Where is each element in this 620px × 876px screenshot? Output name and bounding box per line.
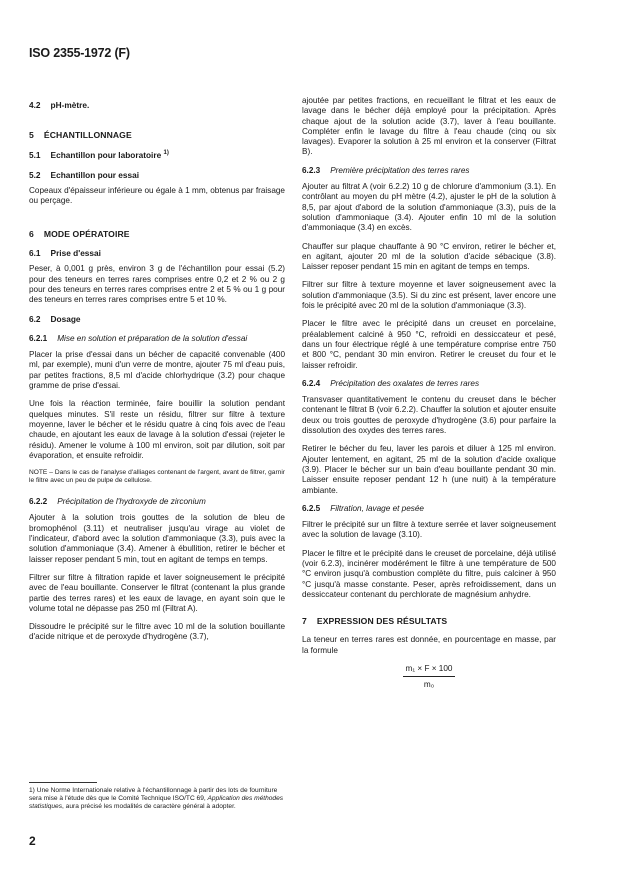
paragraph: Copeaux d'épaisseur inférieure ou égale à 1 mm, obtenus par fraisage ou perçage. xyxy=(29,186,285,206)
paragraph: Placer la prise d'essai dans un bécher de capacité convenable (400 ml, par exemple), muni d'un verre de montre, ajouter 75 ml d'eau puis, par petites fractions, 8,5 ml d'acide chlorhydrique (3.2) pour chaque gramme de prise d'essai. xyxy=(29,350,285,391)
section-number: 6 xyxy=(29,228,34,239)
section-number: 4.2 xyxy=(29,100,41,110)
section-number: 6.2.1 xyxy=(29,333,48,343)
section-6-heading xyxy=(29,229,285,239)
section-title: Dosage xyxy=(50,313,81,324)
paragraph: Placer le filtre et le précipité dans le creuset de porcelaine, déjà utilisé (voir 6.2.3), incinérer modérément le filtre à une température de 500 °C environ jusqu'à combustion complète du filtre, puis calciner à 950 °C jusqu'à masse constante. Peser, après refroidissement, dans un dessiccateur contenant du perchlorate de magnésium anhydre. xyxy=(302,548,556,599)
formula-denominator: m₀ xyxy=(423,680,435,690)
section-title: pH-mètre. xyxy=(50,100,90,110)
section-5-heading xyxy=(29,130,285,140)
formula-fraction xyxy=(403,664,456,691)
section-title: Précipitation de l'hydroxyde de zirconium xyxy=(57,497,206,507)
paragraph: Placer le filtre avec le précipité dans un creuset en porcelaine, préalablement calciné à 950 °C, refroidi en dessiccateur et pesé, dans un four électrique réglé à une température comprise entre 750 et 800 °C, pendant 30 min environ. Retirer le creuset du four et le laisser refroidir. xyxy=(302,319,556,370)
section-number: 6.2 xyxy=(29,313,41,324)
paragraph: Dissoudre le précipité sur le filtre avec 10 ml de la solution bouillante d'acide nitrique et de peroxyde d'hydrogène (3.7), xyxy=(29,622,285,642)
section-6-2-2-heading xyxy=(29,497,285,507)
paragraph: Transvaser quantitativement le contenu du creuset dans le bécher contenant le filtrat B (voir 6.2.2). Chauffer la solution et ajouter ensuite deux ou trois gouttes de peroxyde d'hydrogène (3.6) pour parfaire la dissolution des oxydes des terres rares. xyxy=(302,395,556,436)
section-number: 6.2.2 xyxy=(29,497,48,507)
note-text: – Dans le cas de l'analyse d'alliages contenant de l'argent, avant de filtrer, garnir le filtre avec un peu de pulpe de cellulose. xyxy=(29,469,285,485)
section-number: 6.2.5 xyxy=(302,503,321,513)
section-number: 6.2.3 xyxy=(302,165,321,175)
left-column xyxy=(29,100,285,651)
section-number: 5 xyxy=(29,130,34,141)
section-6-2-5-heading xyxy=(302,504,556,514)
formula-numerator: m₁ × F × 100 xyxy=(403,664,456,677)
paragraph: Filtrer le précipité sur un filtre à texture serrée et laver soigneusement avec la solution de lavage (3.10). xyxy=(302,520,556,540)
standard-header: ISO 2355-1972 (F) xyxy=(29,46,130,60)
footnote-ref: 1) xyxy=(163,149,169,156)
section-title: Prise d'essai xyxy=(50,248,101,259)
section-4-2-heading xyxy=(29,100,285,110)
section-title: MODE OPÉRATOIRE xyxy=(43,228,130,239)
section-5-2-heading xyxy=(29,170,285,180)
footnote-marker: 1) xyxy=(29,787,35,794)
paragraph: Une fois la réaction terminée, faire bouillir la solution pendant quelques minutes. S'il reste un résidu, filtrer sur filtre à texture moyenne, laver le bécher et le résidu quatre à cinq fois avec de l'eau chaude, en ajoutant les eaux de lavage à la solution d'essai (rejeter le résidu). Amener le volume à 100 ml environ, soit par dilution, soit par évaporation, et ensuite refroidir. xyxy=(29,399,285,460)
section-title: Echantillon pour essai xyxy=(50,169,140,180)
section-6-2-4-heading xyxy=(302,379,556,389)
paragraph: Ajouter au filtrat A (voir 6.2.2) 10 g de chlorure d'ammonium (3.1). En contrôlant au moyen du pH mètre (4.2), ajuster le pH de la solution à 8,5, par ajout d'abord de la solution d'ammoniaque (3.3), puis de la solution d'ammoniaque (3.4). Ajouter enfin 10 ml de la solution d'ammoniaque (3.4) en excès. xyxy=(302,182,556,233)
paragraph: Filtrer sur filtre à filtration rapide et laver soigneusement le précipité avec de l'eau bouillante. Conserver le filtrat (contenant la plus grande partie des terres rares) et les eaux de lavage, en ayant soin que le volume total ne dépasse pas 250 ml (Filtrat A). xyxy=(29,572,285,613)
page-number: 2 xyxy=(29,834,36,848)
section-6-2-heading xyxy=(29,314,285,324)
section-6-1-heading xyxy=(29,248,285,258)
section-7-heading xyxy=(302,616,556,626)
footnote-rule xyxy=(29,782,97,783)
paragraph: Ajouter à la solution trois gouttes de la solution de bleu de bromophénol (3.11) et neutraliser jusqu'au virage au violet de l'indicateur, d'abord avec la solution d'ammoniaque (3.3), puis avec la solution d'ammoniaque (3.4). Amener à ébullition, retirer le bécher et laisser reposer pendant 5 min, tout en agitant de temps en temps. xyxy=(29,513,285,564)
footnote-text: Une Norme Internationale relative à l'échantillonnage à partir des lots de fourniture sera mise à l'étude dès que le Comité Technique ISO/TC 69, xyxy=(29,787,278,802)
footnote-italic: Application des méthodes statistiques xyxy=(29,795,284,810)
note xyxy=(29,469,285,485)
section-5-1-heading xyxy=(29,150,285,160)
section-title: Filtration, lavage et pesée xyxy=(330,503,424,513)
paragraph: ajoutée par petites fractions, en recueillant le filtrat et les eaux de lavage dans le bécher déjà employé pour la précipitation. Après chaque ajout de la solution acide (3.7), laver à l'eau bouillante. Compléter enfin le lavage du filtre à l'eau chaude (cinq ou six lavages). Evaporer la solution à 25 ml environ et la conserver (Filtrat B). xyxy=(302,96,556,157)
paragraph: La teneur en terres rares est donnée, en pourcentage en masse, par la formule xyxy=(302,635,556,655)
section-number: 6.1 xyxy=(29,248,41,259)
section-title: Mise en solution et préparation de la solution d'essai xyxy=(57,333,248,343)
section-title: ÉCHANTILLONNAGE xyxy=(43,130,132,141)
section-title: Précipitation des oxalates de terres rares xyxy=(330,378,480,388)
section-6-2-1-heading xyxy=(29,334,285,344)
paragraph: Chauffer sur plaque chauffante à 90 °C environ, retirer le bécher et, en agitant, ajouter 20 ml de la solution d'acide sébacique (3.8). Laisser reposer pendant 15 min en agitant de temps en temps. xyxy=(302,241,556,272)
section-number: 5.1 xyxy=(29,149,41,160)
paragraph: Filtrer sur filtre à texture moyenne et laver soigneusement avec la solution d'ammoniaque (3.5). Si du zinc est présent, laver encore une fois le précipité avec 20 ml de la solution d'ammoniaque (3.3). xyxy=(302,280,556,311)
section-title: Echantillon pour laboratoire xyxy=(50,149,162,160)
section-number: 6.2.4 xyxy=(302,378,321,388)
right-column xyxy=(302,96,556,691)
section-6-2-3-heading xyxy=(302,166,556,176)
section-title: EXPRESSION DES RÉSULTATS xyxy=(316,616,448,627)
section-title: Première précipitation des terres rares xyxy=(330,165,470,175)
section-number: 5.2 xyxy=(29,169,41,180)
paragraph: Retirer le bécher du feu, laver les parois et diluer à 125 ml environ. Ajouter lentement, en agitant, 25 ml de la solution d'acide oxalique (3.9). Placer le bécher sur un bain d'eau bouillante pendant 30 min. Laisser ensuite reposer pendant 12 h (une nuit) à la température ambiante. xyxy=(302,444,556,495)
footnote-text-end: , aura précisé les modalités de caractère général à adopter. xyxy=(62,803,236,810)
paragraph: Peser, à 0,001 g près, environ 3 g de l'échantillon pour essai (5.2) pour des teneurs en terres rares comprises entre 0,2 et 2 % ou 2 g pour des teneurs en terres rares comprises entre 2 et 5 % ou 1 g pour des teneurs en terres rares comprises entre 5 et 10 %. xyxy=(29,264,285,305)
footnote xyxy=(29,782,285,811)
result-formula xyxy=(302,664,556,691)
note-label: NOTE xyxy=(29,469,48,477)
section-number: 7 xyxy=(302,616,307,627)
